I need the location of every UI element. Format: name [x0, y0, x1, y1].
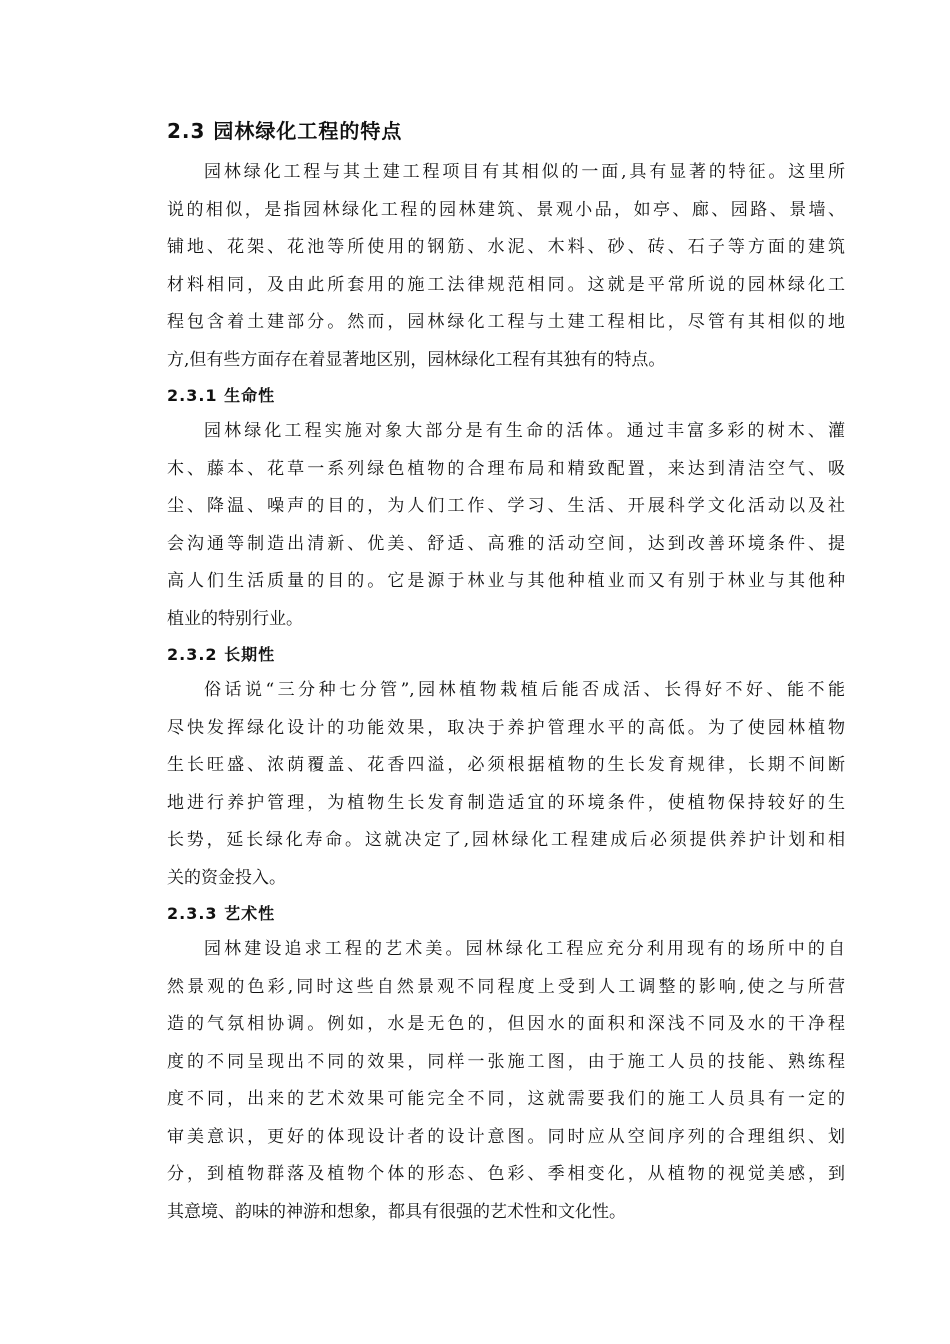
- subsection-heading-longevity: 2.3.2 长期性: [167, 645, 276, 664]
- paragraph-line: 方,但有些方面存在着显著地区别，园林绿化工程有其独有的特点。: [167, 349, 666, 370]
- paragraph-line: 地进行养护管理，为植物生长发育制造适宜的环境条件，使植物保持较好的生: [167, 792, 845, 813]
- paragraph-line: 俗话说“三分种七分管”,园林植物栽植后能否成活、长得好不好、能不能: [204, 680, 845, 700]
- subsection-heading-artistry: 2.3.3 艺术性: [167, 904, 276, 923]
- paragraph-line: 尽快发挥绿化设计的功能效果，取决于养护管理水平的高低。为了使园林植物: [167, 717, 845, 738]
- vitality-paragraph: [167, 413, 845, 638]
- paragraph-line: 然景观的色彩,同时这些自然景观不同程度上受到人工调整的影响,使之与所营: [167, 976, 845, 997]
- paragraph-line: 园林建设追求工程的艺术美。园林绿化工程应充分利用现有的场所中的自: [204, 939, 845, 959]
- longevity-paragraph: [167, 672, 845, 897]
- paragraph-line: 度的不同呈现出不同的效果，同样一张施工图，由于施工人员的技能、熟练程: [167, 1051, 845, 1072]
- paragraph-line: 长势，延长绿化寿命。这就决定了,园林绿化工程建成后必须提供养护计划和相: [167, 830, 845, 850]
- paragraph-line: 尘、降温、噪声的目的，为人们工作、学习、生活、开展科学文化活动以及社: [167, 496, 845, 516]
- section-heading: 2.3 园林绿化工程的特点: [167, 119, 403, 143]
- intro-paragraph: [167, 154, 845, 379]
- paragraph-line: 园林绿化工程实施对象大部分是有生命的活体。通过丰富多彩的树木、灌: [204, 421, 845, 441]
- paragraph-line: 度不同，出来的艺术效果可能完全不同，这就需要我们的施工人员具有一定的: [167, 1089, 845, 1109]
- paragraph-line: 园林绿化工程与其土建工程项目有其相似的一面,具有显著的特征。这里所: [204, 162, 845, 182]
- paragraph-line: 说的相似，是指园林绿化工程的园林建筑、景观小品，如亭、廊、园路、景墙、: [167, 199, 845, 220]
- paragraph-line: 其意境、韵味的神游和想象，都具有很强的艺术性和文化性。: [167, 1201, 626, 1222]
- paragraph-line: 关的资金投入。: [167, 867, 286, 888]
- paragraph-line: 会沟通等制造出清新、优美、舒适、高雅的活动空间，达到改善环境条件、提: [167, 533, 845, 554]
- document-body: [167, 114, 845, 1231]
- paragraph-line: 造的气氛相协调。例如，水是无色的，但因水的面积和深浅不同及水的干净程: [167, 1014, 845, 1034]
- paragraph-line: 高人们生活质量的目的。它是源于林业与其他种植业而又有别于林业与其他种: [167, 571, 845, 591]
- paragraph-line: 材料相同，及由此所套用的施工法律规范相同。这就是平常所说的园林绿化工: [167, 274, 845, 295]
- paragraph-line: 生长旺盛、浓荫覆盖、花香四溢，必须根据植物的生长发育规律，长期不间断: [167, 755, 845, 775]
- paragraph-line: 铺地、花架、花池等所使用的钢筋、水泥、木料、砂、砖、石子等方面的建筑: [167, 237, 845, 257]
- paragraph-line: 审美意识，更好的体现设计者的设计意图。同时应从空间序列的合理组织、划: [167, 1126, 845, 1147]
- paragraph-line: 程包含着土建部分。然而，园林绿化工程与土建工程相比，尽管有其相似的地: [167, 312, 845, 332]
- subsection-heading-vitality: 2.3.1 生命性: [167, 386, 276, 405]
- paragraph-line: 植业的特别行业。: [167, 608, 303, 629]
- paragraph-line: 木、藤本、花草一系列绿色植物的合理布局和精致配置，来达到清洁空气、吸: [167, 458, 845, 479]
- artistry-paragraph: [167, 931, 845, 1231]
- paragraph-line: 分，到植物群落及植物个体的形态、色彩、季相变化，从植物的视觉美感，到: [167, 1164, 845, 1184]
